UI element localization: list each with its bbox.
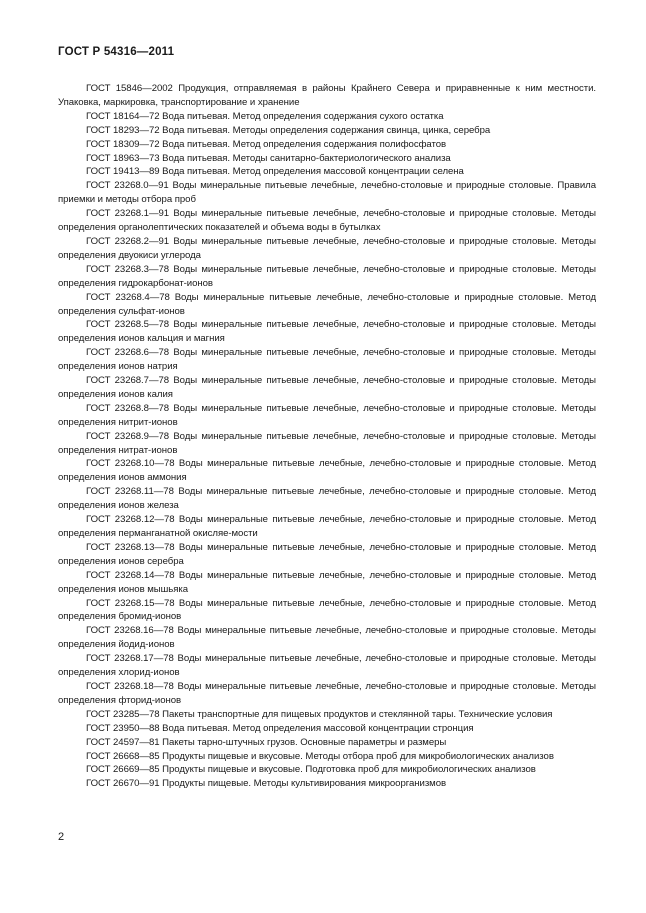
- reference-entry: ГОСТ 23268.17—78 Воды минеральные питьевые лечебные, лечебно-столовые и природные столовые. Методы определения хлорид-ионов: [58, 653, 596, 679]
- reference-entry: ГОСТ 23268.6—78 Воды минеральные питьевые лечебные, лечебно-столовые и природные столовые. Методы определения ионов натрия: [58, 347, 596, 373]
- reference-entry: ГОСТ 23268.18—78 Воды минеральные питьевые лечебные, лечебно-столовые и природные столовые. Методы определения фторид-ионов: [58, 680, 596, 706]
- reference-entry: ГОСТ 23268.8—78 Воды минеральные питьевые лечебные, лечебно-столовые и природные столовые. Методы определения нитрит-ионов: [58, 402, 596, 428]
- reference-entry: ГОСТ 23268.2—91 Воды минеральные питьевые лечебные, лечебно-столовые и природные столовые. Методы определения двуокиси углерода: [58, 235, 596, 261]
- reference-entry: ГОСТ 23268.0—91 Воды минеральные питьевые лечебные, лечебно-столовые и природные столовые. Правила приемки и методы отбора проб: [58, 180, 596, 206]
- reference-entry: ГОСТ 26669—85 Продукты пищевые и вкусовые. Подготовка проб для микробиологических анализов: [86, 764, 536, 776]
- reference-entry: ГОСТ 23268.13—78 Воды минеральные питьевые лечебные, лечебно-столовые и природные столовые. Метод определения ионов серебра: [58, 541, 596, 567]
- reference-entry: ГОСТ 23268.7—78 Воды минеральные питьевые лечебные, лечебно-столовые и природные столовые. Методы определения ионов калия: [58, 375, 596, 400]
- reference-entry: ГОСТ 24597—81 Пакеты тарно-штучных грузов. Основные параметры и размеры: [86, 736, 447, 748]
- reference-entry: ГОСТ 23268.3—78 Воды минеральные питьевые лечебные, лечебно-столовые и природные столовые. Методы определения гидрокарбонат-ионов: [58, 263, 596, 289]
- normative-references-list: [58, 82, 596, 791]
- reference-entry: ГОСТ 26670—91 Продукты пищевые. Методы культивирования микроорганизмов: [86, 778, 447, 790]
- reference-entry: ГОСТ 23268.10—78 Воды минеральные питьевые лечебные, лечебно-столовые и природные столовые. Метод определения ионов аммония: [58, 458, 596, 484]
- reference-entry: ГОСТ 23268.12—78 Воды минеральные питьевые лечебные, лечебно-столовые и природные столовые. Метод определения перманганатной окисляе-мости: [58, 514, 596, 539]
- reference-entry: ГОСТ 23950—88 Вода питьевая. Метод определения массовой концентрации стронция: [86, 722, 474, 734]
- document-header: ГОСТ Р 54316—2011: [58, 46, 175, 58]
- reference-entry: ГОСТ 18309—72 Вода питьевая. Метод определения содержания полифосфатов: [86, 138, 447, 150]
- reference-entry: ГОСТ 23268.1—91 Воды минеральные питьевые лечебные, лечебно-столовые и природные столовые. Методы определения органолептических показателей и объема воды в бутылках: [58, 208, 596, 234]
- reference-entry: ГОСТ 15846—2002 Продукция, отправляемая в районы Крайнего Севера и приравненные к ним местности. Упаковка, маркировка, транспортирование и хранение: [58, 83, 596, 108]
- reference-entry: ГОСТ 23268.9—78 Воды минеральные питьевые лечебные, лечебно-столовые и природные столовые. Методы определения нитрат-ионов: [58, 430, 596, 456]
- reference-entry: ГОСТ 23268.14—78 Воды минеральные питьевые лечебные, лечебно-столовые и природные столовые. Метод определения ионов мышьяка: [58, 569, 596, 595]
- reference-entry: ГОСТ 26668—85 Продукты пищевые и вкусовые. Методы отбора проб для микробиологических анализов: [86, 750, 554, 762]
- reference-entry: ГОСТ 23268.4—78 Воды минеральные питьевые лечебные, лечебно-столовые и природные столовые. Метод определения сульфат-ионов: [58, 291, 596, 317]
- reference-entry: ГОСТ 23268.16—78 Воды минеральные питьевые лечебные, лечебно-столовые и природные столовые. Методы определения йодид-ионов: [58, 625, 596, 651]
- reference-entry: ГОСТ 18164—72 Вода питьевая. Метод определения содержания сухого остатка: [86, 110, 444, 122]
- reference-entry: ГОСТ 18963—73 Вода питьевая. Методы санитарно-бактериологического анализа: [86, 152, 451, 164]
- reference-entry: ГОСТ 23285—78 Пакеты транспортные для пищевых продуктов и стеклянной тары. Технические условия: [86, 708, 553, 720]
- page-number: 2: [58, 831, 65, 843]
- reference-entry: ГОСТ 18293—72 Вода питьевая. Методы определения содержания свинца, цинка, серебра: [86, 124, 491, 136]
- reference-entry: ГОСТ 23268.5—78 Воды минеральные питьевые лечебные, лечебно-столовые и природные столовые. Методы определения ионов кальция и магния: [58, 319, 596, 345]
- reference-entry: ГОСТ 23268.11—78 Воды минеральные питьевые лечебные, лечебно-столовые и природные столовые. Метод определения ионов железа: [58, 486, 596, 512]
- reference-entry: ГОСТ 19413—89 Вода питьевая. Метод определения массовой концентрации селена: [86, 166, 464, 178]
- reference-entry: ГОСТ 23268.15—78 Воды минеральные питьевые лечебные, лечебно-столовые и природные столовые. Метод определения бромид-ионов: [58, 597, 596, 623]
